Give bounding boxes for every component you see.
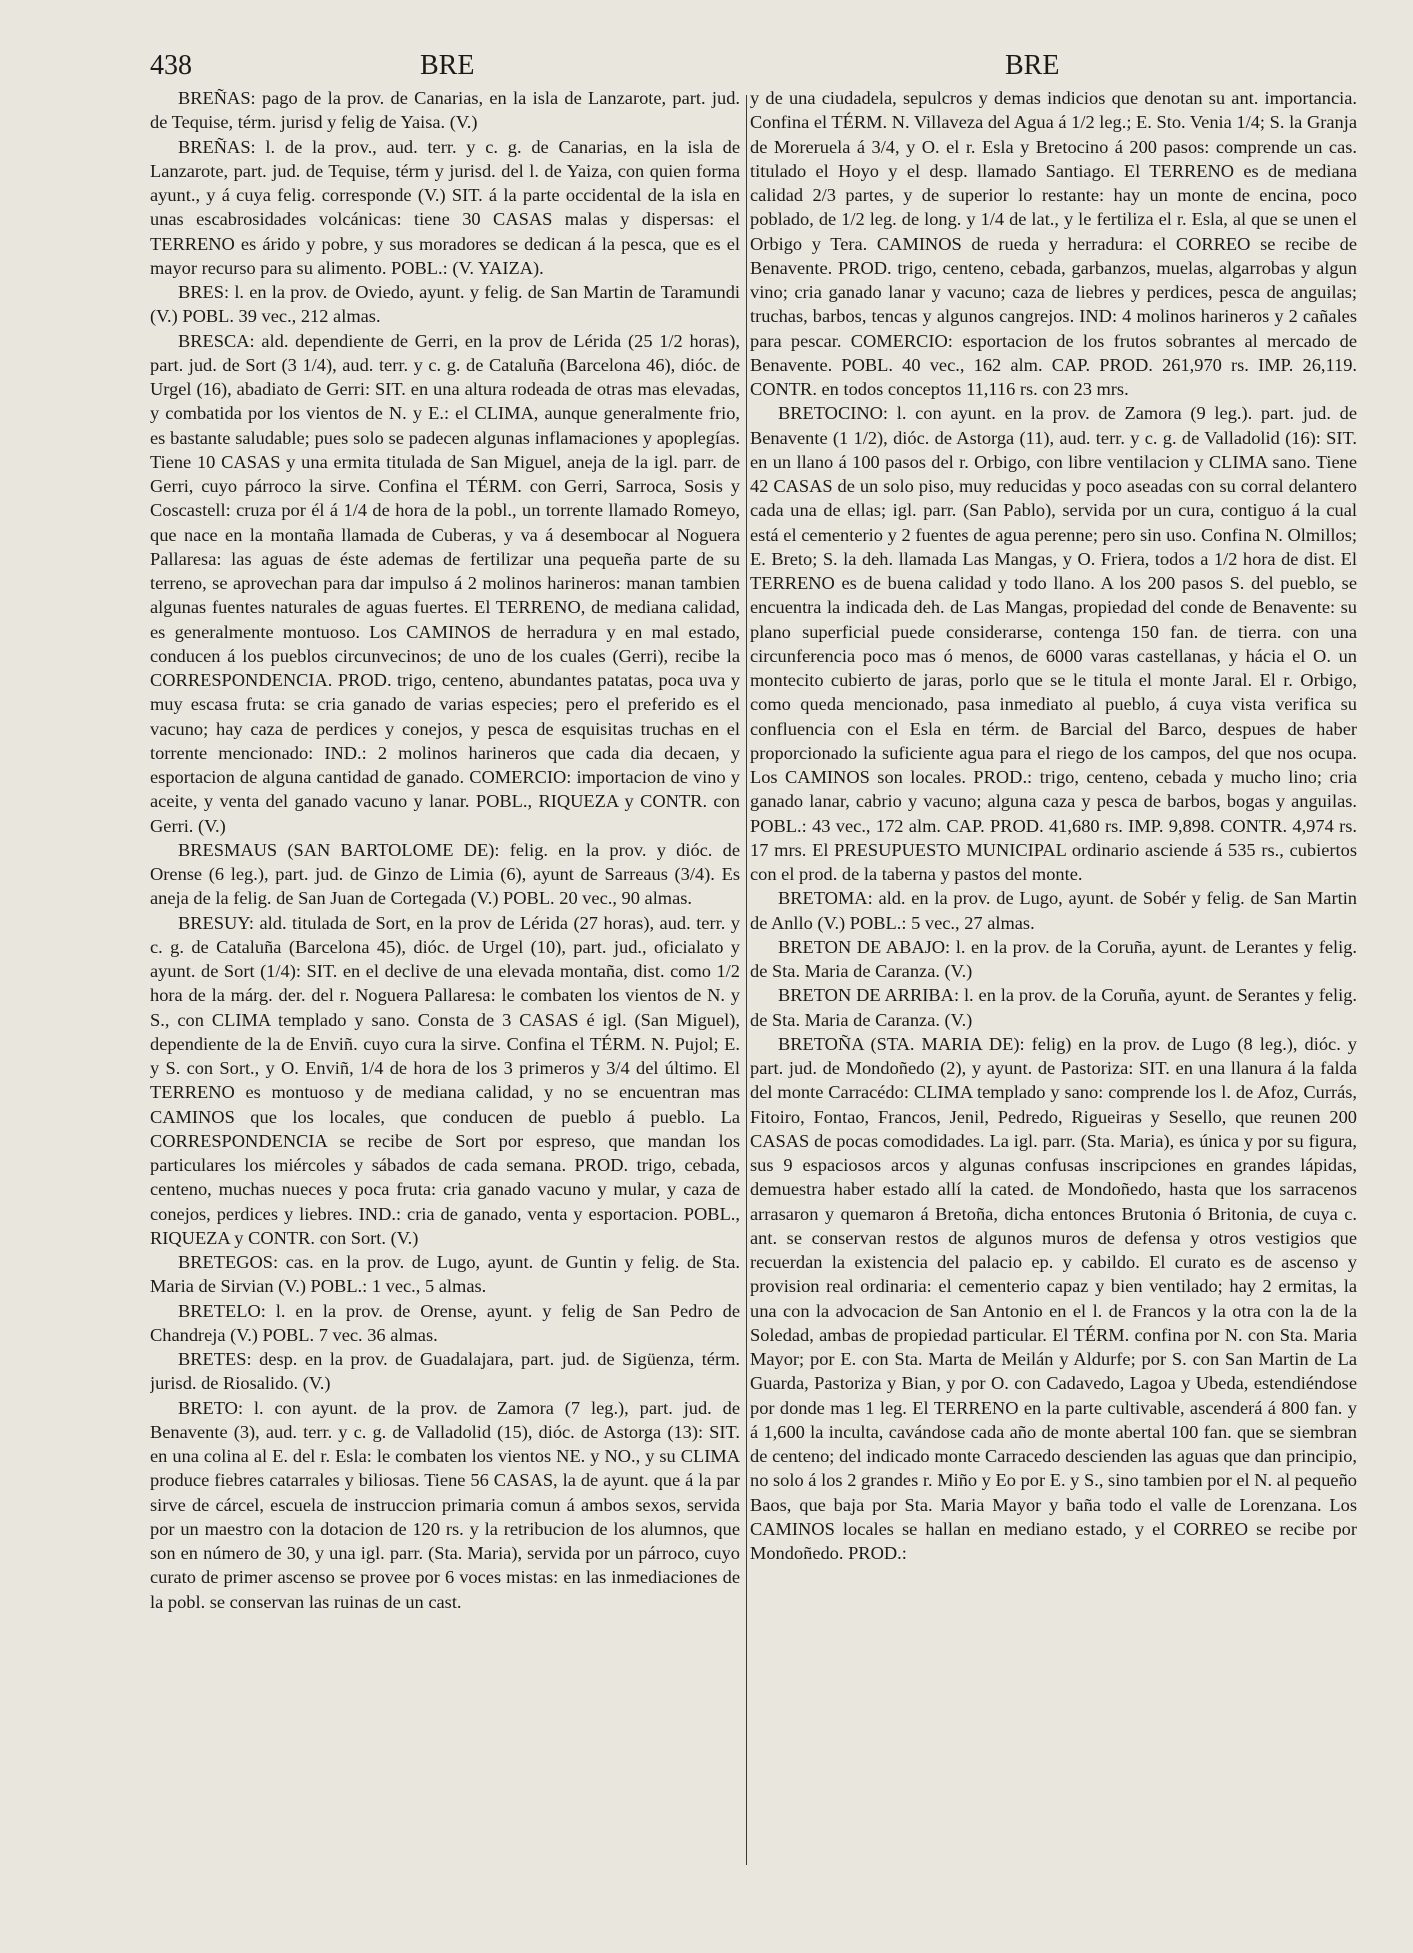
left-column bbox=[150, 86, 740, 1946]
entry-bresca: BRESCA: ald. dependiente de Gerri, en la prov de Lérida (25 1/2 horas), part. jud. de Sort (3 1/4), aud. terr. y c. g. de Cataluña (Barcelona 46), dióc. de Urgel (16), abadiato de Gerri: SIT. en una altura rodeada de otras mas elevadas, y combatida por los vientos de N. y E.: el CLIMA, aunque generalmente frio, es bastante saludable; pues solo se padecen algunas inflamaciones y apoplegías. Tiene 10 CASAS y una ermita titulada de San Miguel, aneja de la igl. parr. de Gerri, cuyo párroco la sirve. Confina el TÉRM. con Gerri, Sarroca, Sosis y Coscastell: cruza por él á 1/4 de hora de la pobl., un torrente llamado Romeyo, que nace en la montaña llamada de Cuberas, y va á desembocar al Noguera Pallaresa: las aguas de éste ademas de fertilizar una pequeña parte de su terreno, se aprovechan para dar impulso á 2 molinos harineros: manan tambien algunas fuentes naturales de aguas fuertes. El TERRENO, de mediana calidad, es generalmente montuoso. Los CAMINOS de herradura y en mal estado, conducen á los pueblos circunvecinos; de uno de los cuales (Gerri), recibe la CORRESPONDENCIA. PROD. trigo, centeno, abundantes patatas, poca uva y muy escasa fruta: se cria ganado de varias especies; pero el preferido es el vacuno; hay caza de perdices y conejos, y pesca de esquisitas truchas en el torrente mencionado: IND.: 2 molinos harineros que cada dia decaen, y esportacion de alguna cantidad de ganado. COMERCIO: importacion de vino y aceite, y venta del ganado vacuno y lanar. POBL., RIQUEZA y CONTR. con Gerri. (V.) bbox=[150, 330, 740, 836]
entry-brenas-lugar: BREÑAS: l. de la prov., aud. terr. y c. g. de Canarias, en la isla de Lanzarote, part. jud. de Tequise, térm y jurisd. del l. de Yaiza, con quien forma ayunt., y á cuya felig. corresponde (V.) SIT. á la parte occidental de la isla en unas escabrosidades volcánicas: tiene 30 CASAS malas y dispersas: el TERRENO es árido y pobre, y sus moradores se dedican á la pesca, que es el mayor recurso para su alimento. POBL.: (V. YAIZA). bbox=[150, 136, 740, 278]
entry-bretes: BRETES: desp. en la prov. de Guadalajara, part. jud. de Sigüenza, térm. jurisd. de Riosalido. (V.) bbox=[150, 1349, 740, 1394]
page-number: 438 bbox=[150, 50, 192, 81]
entry-bretelo: BRETELO: l. en la prov. de Orense, ayunt. y felig de San Pedro de Chandreja (V.) POBL. 7 vec. 36 almas. bbox=[150, 1300, 740, 1345]
entry-bresuy: BRESUY: ald. titulada de Sort, en la prov de Lérida (27 horas), aud. terr. y c. g. de Cataluña (Barcelona 45), dióc. de Urgel (10), part. jud., oficialato y ayunt. de Sort (1/4): SIT. en el declive de una elevada montaña, dist. como 1/2 hora de la márg. der. del r. Noguera Pallaresa: le combaten los vientos de N. y S., con CLIMA templado y sano. Consta de 3 CASAS é igl. (San Miguel), dependiente de la de Enviñ. cuyo cura la sirve. Confina el TÉRM. N. Pujol; E. y S. con Sort., y O. Enviñ, 1/4 de hora de los 3 primeros y 3/4 del último. El TERRENO es montuoso y de mediana calidad, y no se encuentran mas CAMINOS que los locales, que conducen de pueblo á pueblo. La CORRESPONDENCIA se recibe de Sort por espreso, que mandan los particulares los miércoles y sábados de cada semana. PROD. trigo, cebada, centeno, muchas nueces y poca fruta: cria ganado vacuno y mular, y caza de conejos, perdices y liebres. IND.: cria de ganado, venta y esportacion. POBL., RIQUEZA y CONTR. con Sort. (V.) bbox=[150, 912, 740, 1248]
entry-brenas-pago: BREÑAS: pago de la prov. de Canarias, en la isla de Lanzarote, part. jud. de Tequise, térm. jurisd y felig de Yaisa. (V.) bbox=[150, 88, 740, 133]
entry-bretona: BRETOÑA (STA. MARIA DE): felig) en la prov. de Lugo (8 leg.), dióc. y part. jud. de Mondoñedo (2), y ayunt. de Pastoriza: SIT. en una llanura á la falda del monte Carracédo: CLIMA templado y sano: comprende los l. de Afoz, Currás, Fitoiro, Fontao, Francos, Jenil, Pedredo, Rigueiras y Sesello, que reunen 200 CASAS de pocas comodidades. La igl. parr. (Sta. Maria), es única y por su figura, sus 9 espaciosos arcos y algunas confusas inscripciones en grandes lápidas, demuestra haber estado allí la cated. de Mondoñedo, hasta que los sarracenos arrasaron y quemaron á Bretoña, dicha entonces Brutonia ó Britonia, de cuya c. ant. se conservan restos de algunos muros de defensa y otros vestigios que recuerdan la existencia del palacio ep. y cabildo. El curato es de ascenso y provision real ordinaria: el cementerio capaz y bien ventilado; hay 2 ermitas, la una con la advocacion de San Antonio en el l. de Francos y la otra con la de la Soledad, ambas de propiedad particular. El TÉRM. confina por N. con Sta. Maria Mayor; por E. con Sta. Marta de Meilán y Aldurfe; por S. con San Martin de La Guarda, Pastoriza y Bian, y por O. con Cadavedo, Lagoa y Ubeda, estendiéndose por donde mas 1 leg. El TERRENO en la parte cultivable, ascenderá á 800 fan. y á 1,600 la inculta, cavándose cada año de monte abertal 100 fan. que se siembran de centeno; del indicado monte Carracedo descienden las aguas que dan principio, no solo á los 2 grandes r. Miño y Eo por E. y S., sino tambien por el N. al pequeño Baos, que baja por Sta. Maria Mayor y baña todo el valle de Lorenzana. Los CAMINOS locales se hallan en mediano estado, y el CORREO se recibe por Mondoñedo. PROD.: bbox=[750, 1033, 1357, 1563]
column-divider bbox=[746, 95, 747, 1865]
entry-bretegos: BRETEGOS: cas. en la prov. de Lugo, ayunt. de Guntin y felig. de Sta. Maria de Sirvian (V.) POBL.: 1 vec., 5 almas. bbox=[150, 1252, 740, 1297]
entry-breto-continued: y de una ciudadela, sepulcros y demas indicios que denotan su ant. importancia. Confina el TÉRM. N. Villaveza del Agua á 1/2 leg.; E. Sto. Venia 1/4; S. la Granja de Moreruela á 3/4, y O. el r. Esla y Bretocino á 200 pasos: comprende un cas. titulado el Hoyo y el desp. llamado Santiago. El TERRENO es de mediana calidad 2/3 partes, y de superior lo restante: hay un monte de encina, poco poblado, de 1/2 leg. de long. y 1/4 de lat., y le fertiliza el r. Esla, al que se unen el Orbigo y Tera. CAMINOS de rueda y herradura: el CORREO se recibe de Benavente. PROD. trigo, centeno, cebada, garbanzos, muelas, algarrobas y algun vino; cria ganado lanar y vacuno; caza de liebres y perdices, pesca de anguilas; truchas, barbos, tencas y algunos cangrejos. IND: 4 molinos harineros y 2 cañales para pescar. COMERCIO: esportacion de los frutos sobrantes al mercado de Benavente. POBL. 40 vec., 162 alm. CAP. PROD. 261,970 rs. IMP. 26,119. CONTR. en todos conceptos 11,116 rs. con 23 mrs. bbox=[750, 88, 1357, 399]
page-header bbox=[150, 50, 1243, 90]
entry-bretoma: BRETOMA: ald. en la prov. de Lugo, ayunt. de Sobér y felig. de San Martin de Anllo (V.) POBL.: 5 vec., 27 almas. bbox=[750, 888, 1357, 933]
entry-bresmaus: BRESMAUS (SAN BARTOLOME DE): felig. en la prov. y dióc. de Orense (6 leg.), part. jud. de Ginzo de Limia (6), ayunt de Sarreaus (3/4). Es aneja de la felig. de San Juan de Cortegada (V.) POBL. 20 vec., 90 almas. bbox=[150, 839, 740, 909]
entry-breto: BRETO: l. con ayunt. de la prov. de Zamora (7 leg.), part. jud. de Benavente (3), aud. terr. y c. g. de Valladolid (15), dióc. de Astorga (13): SIT. en una colina al E. del r. Esla: le combaten los vientos NE. y NO., y su CLIMA produce fiebres catarrales y biliosas. Tiene 56 CASAS, la de ayunt. que á la par sirve de cárcel, escuela de instruccion primaria comun á ambos sexos, servida por un maestro con la dotacion de 120 rs. y la retribucion de los alumnos, que son en número de 30, y una igl. parr. (Sta. Maria), servida por un párroco, cuyo curato de primer ascenso se provee por 6 voces mistas: en las inmediaciones de la pobl. se conservan las ruinas de un cast. bbox=[150, 1397, 740, 1612]
left-running-head: BRE bbox=[420, 50, 475, 81]
right-column bbox=[750, 86, 1357, 1946]
entry-breton-de-abajo: BRETON DE ABAJO: l. en la prov. de la Coruña, ayunt. de Lerantes y felig. de Sta. Maria de Caranza. (V.) bbox=[750, 936, 1357, 981]
entry-bres: BRES: l. en la prov. de Oviedo, ayunt. y felig. de San Martin de Taramundi (V.) POBL. 39 vec., 212 almas. bbox=[150, 282, 740, 327]
right-running-head: BRE bbox=[1005, 50, 1060, 81]
entry-bretocino: BRETOCINO: l. con ayunt. en la prov. de Zamora (9 leg.). part. jud. de Benavente (1 1/2), dióc. de Astorga (11), aud. terr. y c. g. de Valladolid (16): SIT. en un llano á 100 pasos del r. Orbigo, con libre ventilacion y CLIMA sano. Tiene 42 CASAS de un solo piso, muy reducidas y poco aseadas con su corral delantero cada una de ellas; igl. parr. (San Pablo), servida por un cura, contiguo á la cual está el cementerio y 2 fuentes de agua perenne; pero sin uso. Confina N. Olmillos; E. Breto; S. la deh. llamada Las Mangas, y O. Friera, todos a 1/2 hora de dist. El TERRENO es de buena calidad y todo llano. A los 200 pasos S. del pueblo, se encuentra la indicada deh. de Las Mangas, propiedad del conde de Benavente: su plano superficial puede considerarse, contenga 150 fan. de tierra. con una circunferencia poco mas ó menos, de 6000 varas castellanas, y hácia el O. un montecito cubierto de jaras, porlo que se le titula el monte Jaral. El r. Orbigo, como queda mencionado, pasa inmediato al pueblo, á cuya vista verifica su confluencia con el Esla en térm. de Barcial del Barco, despues de haber proporcionado la suficiente agua para el riego de los campos, del que nos ocupa. Los CAMINOS son locales. PROD.: trigo, centeno, cebada y mucho lino; cria ganado lanar, cabrio y vacuno; alguna caza y pesca de barbos, bogas y anguilas. POBL.: 43 vec., 172 alm. CAP. PROD. 41,680 rs. IMP. 9,898. CONTR. 4,974 rs. 17 mrs. El PRESUPUESTO MUNICIPAL ordinario asciende á 535 rs., cubiertos con el prod. de la taberna y pastos del monte. bbox=[750, 403, 1357, 884]
entry-breton-de-arriba: BRETON DE ARRIBA: l. en la prov. de la Coruña, ayunt. de Serantes y felig. de Sta. Maria de Caranza. (V.) bbox=[750, 985, 1357, 1030]
